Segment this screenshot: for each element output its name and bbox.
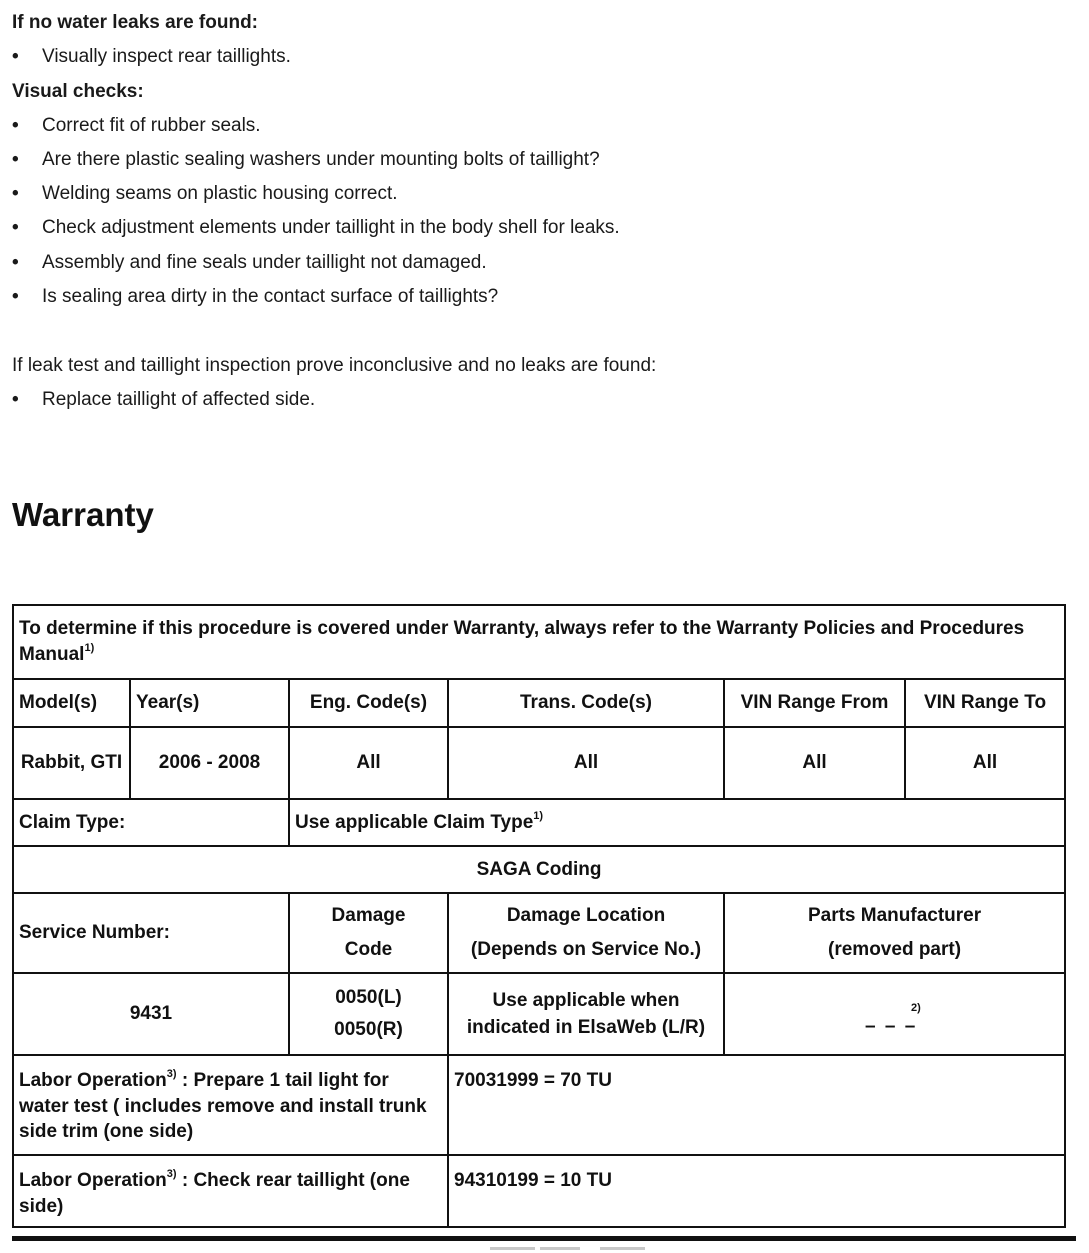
visual-check-bullet bbox=[12, 252, 487, 274]
bullet-text: Assembly and fine seals under taillight not damaged. bbox=[42, 252, 487, 273]
damage-location-value-line1: Use applicable when bbox=[492, 990, 680, 1011]
visual-check-bullet bbox=[12, 183, 398, 205]
inconclusive-text: If leak test and taillight inspection prove inconclusive and no leaks are found: bbox=[12, 355, 657, 376]
bullet-text: Check adjustment elements under taillight in the body shell for leaks. bbox=[42, 217, 620, 238]
value-service-number: 9431 bbox=[13, 973, 289, 1055]
header-year: Year(s) bbox=[130, 679, 289, 727]
header-model: Model(s) bbox=[13, 679, 130, 727]
damage-code-right: 0050(R) bbox=[334, 1019, 403, 1040]
footnote-marker: 1) bbox=[533, 809, 544, 822]
bullet-dot: • bbox=[12, 389, 19, 410]
no-leaks-heading: If no water leaks are found: bbox=[12, 12, 258, 33]
bullet-dot: • bbox=[12, 217, 19, 238]
header-damage-location bbox=[448, 893, 724, 973]
saga-header-row bbox=[13, 893, 1065, 973]
bullet-text: Is sealing area dirty in the contact surface of taillights? bbox=[42, 286, 499, 307]
damage-location-line2: (Depends on Service No.) bbox=[470, 939, 702, 960]
warranty-notice bbox=[13, 605, 1065, 679]
header-eng-code: Eng. Code(s) bbox=[289, 679, 448, 727]
parts-mfr-line2: (removed part) bbox=[828, 939, 962, 960]
labor-text: : Check rear taillight (one side) bbox=[19, 1170, 410, 1217]
labor-prefix: Labor Operation bbox=[19, 1170, 167, 1191]
damage-location-value-line2: indicated in ElsaWeb (L/R) bbox=[466, 1017, 706, 1038]
visual-check-bullet bbox=[12, 217, 620, 239]
warranty-notice-row bbox=[13, 605, 1065, 679]
footnote-marker: 1) bbox=[84, 642, 95, 654]
damage-code-line2: Code bbox=[344, 939, 393, 960]
labor-value-2: 94310199 = 10 TU bbox=[448, 1155, 1065, 1227]
warranty-header-row bbox=[13, 679, 1065, 727]
visual-check-bullet bbox=[12, 286, 498, 308]
labor-row bbox=[13, 1055, 1065, 1155]
bullet-text: Correct fit of rubber seals. bbox=[42, 115, 261, 136]
value-damage-code bbox=[289, 973, 448, 1055]
warranty-notice-text: To determine if this procedure is covered under Warranty, always refer to the Warranty Policies and Procedures Manual bbox=[19, 618, 1025, 665]
parts-mfr-dash: – – – bbox=[865, 1016, 918, 1037]
parts-mfr-line1: Parts Manufacturer bbox=[807, 905, 982, 926]
warranty-values-row bbox=[13, 727, 1065, 799]
value-vin-from: All bbox=[724, 727, 905, 799]
no-leaks-bullet bbox=[12, 46, 291, 68]
warranty-title: Warranty bbox=[12, 496, 154, 533]
header-vin-from: VIN Range From bbox=[724, 679, 905, 727]
warranty-table bbox=[12, 604, 1066, 1228]
bullet-dot: • bbox=[12, 183, 19, 204]
labor-operation-2 bbox=[13, 1155, 448, 1227]
footnote-marker: 3) bbox=[166, 1068, 177, 1080]
saga-values-row bbox=[13, 973, 1065, 1055]
header-service-number: Service Number: bbox=[13, 893, 289, 973]
claim-type-value bbox=[289, 799, 1065, 846]
value-vin-to: All bbox=[905, 727, 1065, 799]
bullet-dot: • bbox=[12, 115, 19, 136]
visual-check-bullet bbox=[12, 115, 261, 137]
header-damage-code bbox=[289, 893, 448, 973]
inconclusive-bullet bbox=[12, 389, 315, 411]
bullet-dot: • bbox=[12, 252, 19, 273]
labor-prefix: Labor Operation bbox=[19, 1070, 167, 1091]
value-parts-manufacturer: – – – 2) bbox=[724, 973, 1065, 1055]
bullet-dot: • bbox=[12, 46, 19, 67]
header-vin-to: VIN Range To bbox=[905, 679, 1065, 727]
damage-code-line1: Damage bbox=[331, 905, 406, 926]
value-damage-location bbox=[448, 973, 724, 1055]
bullet-text: Visually inspect rear taillights. bbox=[42, 46, 291, 67]
labor-operation-1 bbox=[13, 1055, 448, 1155]
bullet-text: Replace taillight of affected side. bbox=[42, 389, 316, 410]
header-trans-code: Trans. Code(s) bbox=[448, 679, 724, 727]
labor-value-1: 70031999 = 70 TU bbox=[448, 1055, 1065, 1155]
page-mark bbox=[490, 1247, 535, 1250]
damage-code-left: 0050(L) bbox=[335, 987, 402, 1008]
bullet-dot: • bbox=[12, 286, 19, 307]
visual-check-bullet bbox=[12, 149, 600, 171]
value-model: Rabbit, GTI bbox=[13, 727, 130, 799]
claim-type-label: Claim Type: bbox=[13, 799, 289, 846]
value-eng-code: All bbox=[289, 727, 448, 799]
value-year: 2006 - 2008 bbox=[130, 727, 289, 799]
saga-heading-row bbox=[13, 846, 1065, 893]
value-trans-code: All bbox=[448, 727, 724, 799]
footnote-marker: 3) bbox=[166, 1168, 177, 1180]
labor-row bbox=[13, 1155, 1065, 1227]
bullet-text: Welding seams on plastic housing correct. bbox=[42, 183, 398, 204]
claim-type-row bbox=[13, 799, 1065, 846]
page-mark bbox=[600, 1247, 645, 1250]
saga-heading: SAGA Coding bbox=[13, 846, 1065, 893]
damage-location-line1: Damage Location bbox=[506, 905, 666, 926]
bullet-text: Are there plastic sealing washers under mounting bolts of taillight? bbox=[42, 149, 600, 170]
header-parts-manufacturer bbox=[724, 893, 1065, 973]
labor-text: : Prepare 1 tail light for water test ( includes remove and install trunk side trim (one side) bbox=[19, 1070, 427, 1143]
bullet-dot: • bbox=[12, 149, 19, 170]
bottom-divider bbox=[12, 1236, 1076, 1241]
page-mark bbox=[540, 1247, 580, 1250]
claim-type-text: Use applicable Claim Type bbox=[295, 811, 534, 833]
visual-checks-heading: Visual checks: bbox=[12, 81, 144, 102]
